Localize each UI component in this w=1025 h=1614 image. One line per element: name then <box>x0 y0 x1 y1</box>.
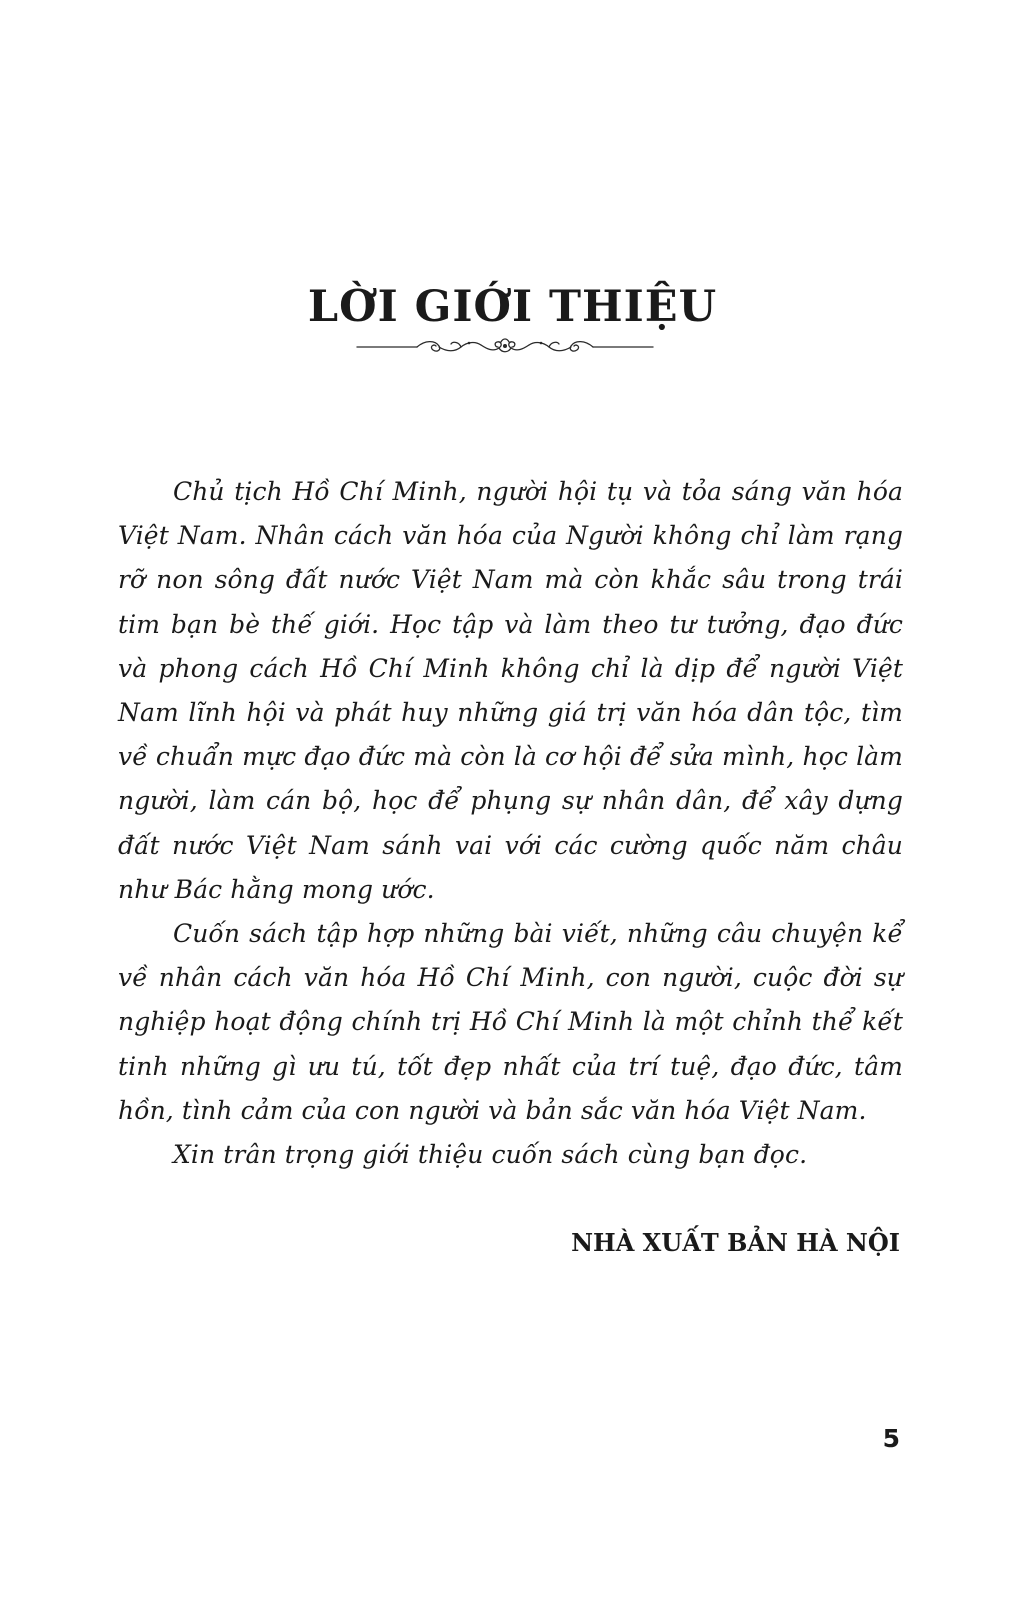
ornamental-divider-icon <box>355 336 655 358</box>
page-title: LỜI GIỚI THIỆU <box>307 282 718 332</box>
paragraph-2: Cuốn sách tập hợp những bài viết, những câu chuyện kể về nhân cách văn hóa Hồ Chí Minh, con người, cuộc đời sự nghiệp hoạt động chính trị Hồ Chí Minh là một chỉnh thể kết tinh những gì ưu tú, tốt đẹp nhất của trí tuệ, đạo đức, tâm hồn, tình cảm của con người và bản sắc văn hóa Việt Nam. <box>118 919 903 1125</box>
page-number: 5 <box>882 1424 900 1453</box>
publisher-signature: NHÀ XUẤT BẢN HÀ NỘI <box>571 1228 900 1257</box>
paragraph-3: Xin trân trọng giới thiệu cuốn sách cùng bạn đọc. <box>173 1140 808 1170</box>
paragraph-1: Chủ tịch Hồ Chí Minh, người hội tụ và tỏa sáng văn hóa Việt Nam. Nhân cách văn hóa của Người không chỉ làm rạng rỡ non sông đất nước Việt Nam mà còn khắc sâu trong trái tim bạn bè thế giới. Học tập và làm theo tư tưởng, đạo đức và phong cách Hồ Chí Minh không chỉ là dịp để người Việt Nam lĩnh hội và phát huy những giá trị văn hóa dân tộc, tìm về chuẩn mực đạo đức mà còn là cơ hội để sửa mình, học làm người, làm cán bộ, học để phụng sự nhân dân, để xây dựng đất nước Việt Nam sánh vai với các cường quốc năm châu như Bác hằng mong ước. <box>118 477 903 904</box>
introduction-body <box>118 470 903 1177</box>
